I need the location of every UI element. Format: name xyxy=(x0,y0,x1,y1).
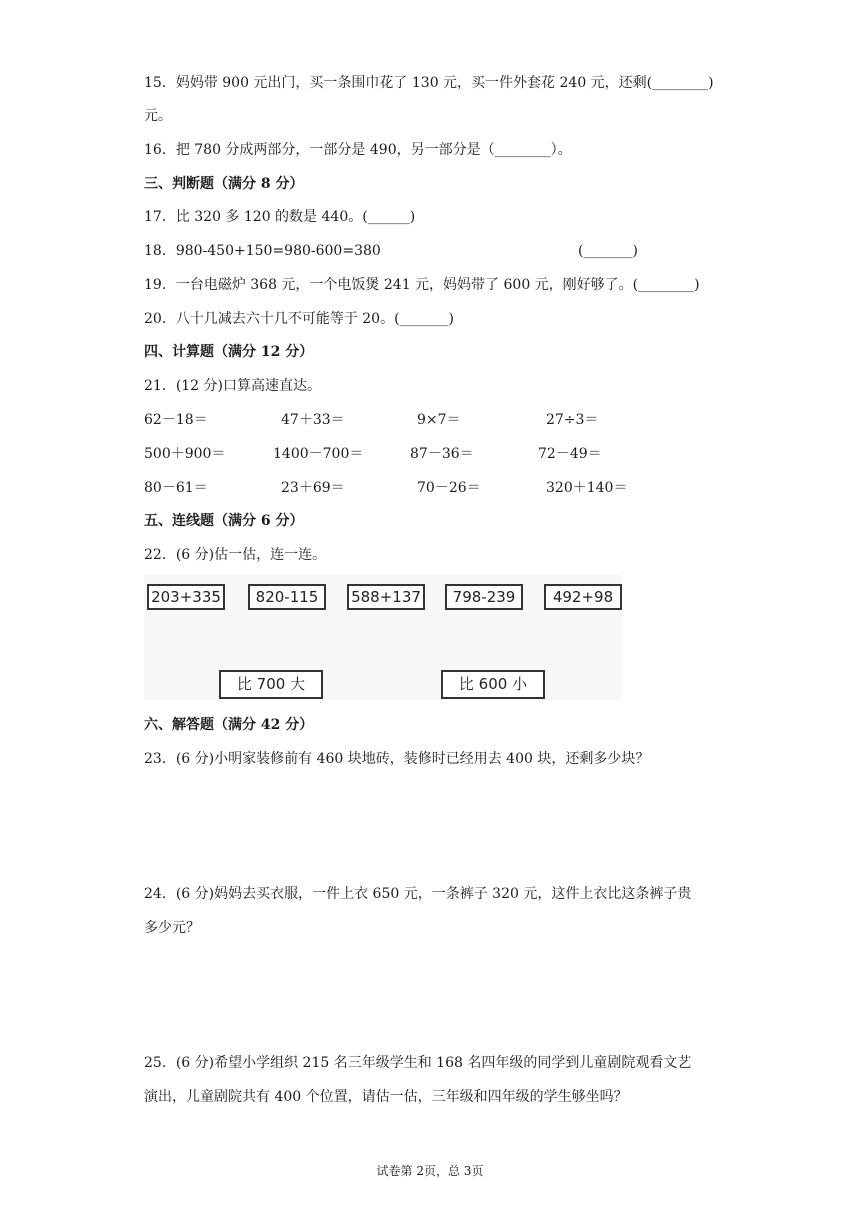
q16: 16．把 780 分成两部分，一部分是 490，另一部分是（________）。 xyxy=(144,142,572,158)
calc-r3-c3: 70－26＝ xyxy=(417,480,481,496)
q21: 21．(12 分)口算高速直达。 xyxy=(144,378,322,394)
q18-answer-blank: (_______) xyxy=(578,243,638,259)
expr-box-3[interactable]: 588+137 xyxy=(347,584,425,610)
section-6-heading: 六、解答题（满分 42 分） xyxy=(144,717,314,733)
range-box-less-600[interactable]: 比 600 小 xyxy=(441,670,545,699)
q22: 22．(6 分)估一估，连一连。 xyxy=(144,547,327,563)
calc-r2-c4: 72－49＝ xyxy=(538,446,602,462)
expr-box-4[interactable]: 798-239 xyxy=(445,584,523,610)
q18-expression: 18．980-450+150=980-600=380 xyxy=(144,243,381,259)
range-box-greater-700[interactable]: 比 700 大 xyxy=(219,670,323,699)
q25-line2: 演出，儿童剧院共有 400 个位置，请估一估，三年级和四年级的学生够坐吗？ xyxy=(144,1089,628,1105)
section-5-heading: 五、连线题（满分 6 分） xyxy=(144,513,304,529)
calc-r2-c1: 500＋900＝ xyxy=(144,446,226,462)
section-4-heading: 四、计算题（满分 12 分） xyxy=(144,344,314,360)
calc-r3-c4: 320＋140＝ xyxy=(546,480,628,496)
page-footer: 试卷第 2页，总 3页 xyxy=(376,1164,484,1178)
calc-r1-c2: 47＋33＝ xyxy=(281,412,345,428)
calc-r1-c3: 9×7＝ xyxy=(417,412,461,428)
expr-box-1[interactable]: 203+335 xyxy=(147,584,225,610)
q20: 20．八十几减去六十几不可能等于 20。(_______) xyxy=(144,311,455,327)
q23: 23．(6 分)小明家装修前有 460 块地砖，装修时已经用去 400 块，还剩多少块？ xyxy=(144,751,650,767)
q25-line1: 25．(6 分)希望小学组织 215 名三年级学生和 168 名四年级的同学到儿童剧院观看文艺 xyxy=(144,1055,692,1071)
expr-box-2[interactable]: 820-115 xyxy=(248,584,326,610)
calc-r3-c2: 23＋69＝ xyxy=(281,480,345,496)
calc-r1-c1: 62－18＝ xyxy=(144,412,208,428)
q24-line2: 多少元？ xyxy=(144,920,200,936)
expr-box-5[interactable]: 492+98 xyxy=(544,584,622,610)
calc-r3-c1: 80－61＝ xyxy=(144,480,208,496)
calc-r2-c3: 87－36＝ xyxy=(410,446,474,462)
q15-line1: 15．妈妈带 900 元出门，买一条围巾花了 130 元，买一件外套花 240 元，还剩(________) xyxy=(144,75,714,91)
q24-line1: 24．(6 分)妈妈去买衣服，一件上衣 650 元，一条裤子 320 元，这件上衣比这条裤子贵 xyxy=(144,886,692,902)
calc-r1-c4: 27÷3＝ xyxy=(546,412,599,428)
q15-line2: 元。 xyxy=(144,108,172,124)
section-3-heading: 三、判断题（满分 8 分） xyxy=(144,176,304,192)
calc-r2-c2: 1400－700＝ xyxy=(273,446,364,462)
q17: 17．比 320 多 120 的数是 440。(______) xyxy=(144,209,416,225)
q19: 19．一台电磁炉 368 元，一个电饭煲 241 元，妈妈带了 600 元，刚好够了。(________) xyxy=(144,277,700,293)
